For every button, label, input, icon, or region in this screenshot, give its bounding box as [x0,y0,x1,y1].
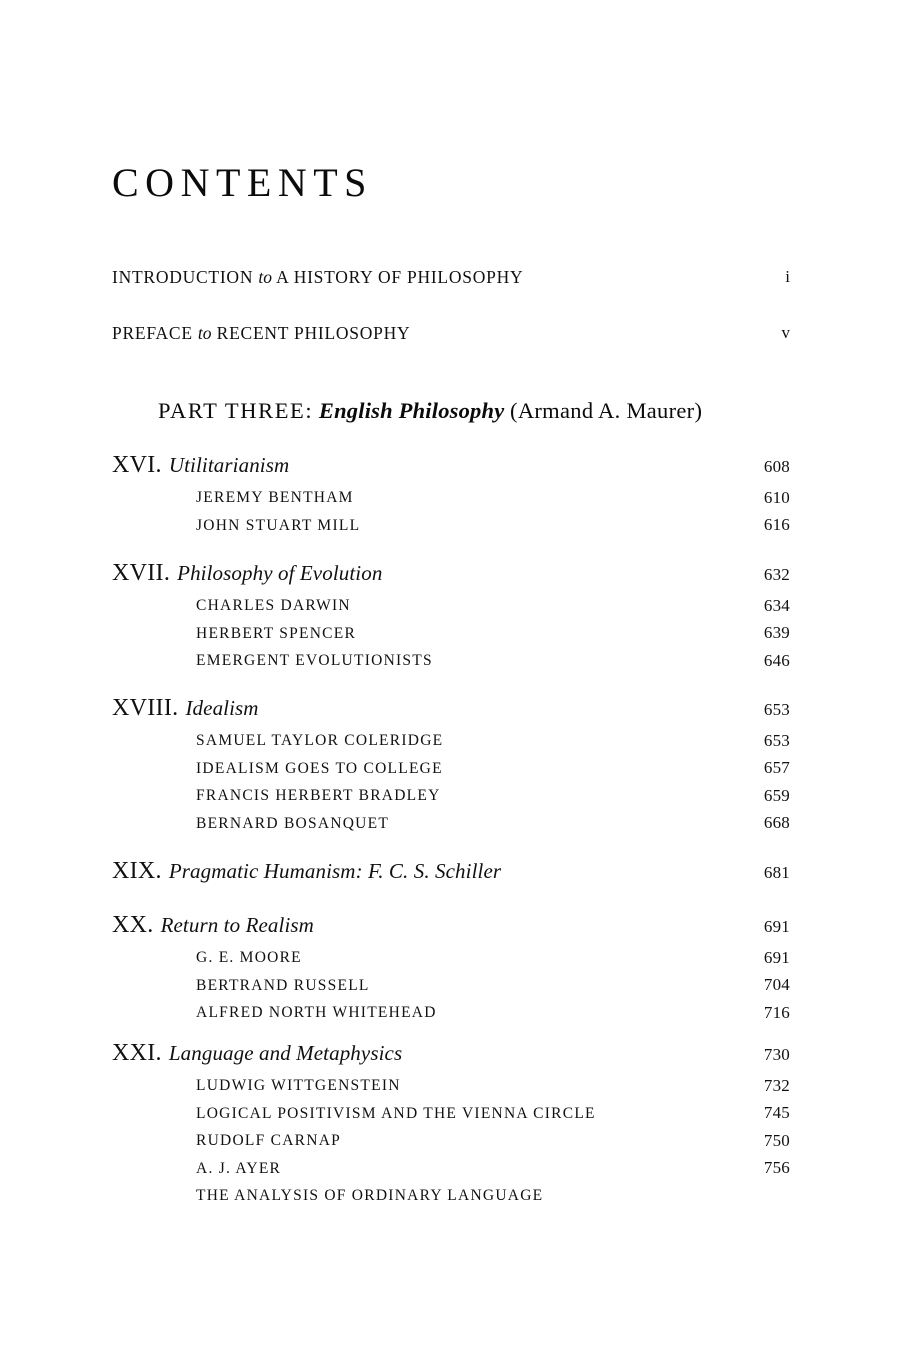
chapter-numeral: XIX. [112,858,162,884]
front-matter-label-pre: INTRODUCTION [112,267,254,287]
chapter-block [112,912,790,1027]
chapter-numeral: XVIII. [112,695,179,721]
section-row[interactable] [112,620,790,648]
section-row[interactable] [112,1072,790,1100]
section-title: BERTRAND RUSSELL [196,976,370,994]
front-matter-label-post: RECENT PHILOSOPHY [216,323,411,343]
chapter-numeral: XXI. [112,1040,162,1066]
chapter-row[interactable] [112,858,790,884]
chapter-page-number: 653 [763,700,790,719]
chapter-title: Utilitarianism [168,453,290,477]
section-title: BERNARD BOSANQUET [196,814,390,832]
section-row[interactable] [112,484,790,512]
front-matter-label-pre: PREFACE [112,323,193,343]
section-title: JOHN STUART MILL [196,516,361,534]
section-row[interactable] [112,647,790,675]
section-row[interactable] [112,944,790,972]
chapter-title: Language and Metaphysics [168,1041,403,1065]
chapter-block [112,1040,790,1210]
section-row[interactable] [112,782,790,810]
chapter-page-number: 730 [763,1045,790,1064]
section-title: HERBERT SPENCER [196,624,357,642]
section-page-number: 659 [763,785,790,805]
chapter-row[interactable] [112,560,790,586]
part-author: (Armand A. Maurer) [510,398,703,423]
chapter-title: Pragmatic Humanism: F. C. S. Schiller [168,859,502,883]
front-matter-page-number: i [785,267,790,286]
section-page-number: 691 [763,947,790,967]
section-page-number: 716 [763,1002,790,1022]
section-title: G. E. MOORE [196,949,302,966]
section-row[interactable] [112,1100,790,1128]
chapter-row[interactable] [112,1040,790,1066]
section-row[interactable] [112,810,790,838]
part-title: English Philosophy [318,398,505,423]
chapter-numeral: XVI. [112,452,162,478]
section-title: THE ANALYSIS OF ORDINARY LANGUAGE [196,1187,544,1204]
chapter-block [112,858,790,890]
section-title: RUDOLF CARNAP [196,1132,342,1149]
section-page-number: 639 [763,623,790,642]
section-page-number: 745 [763,1103,790,1122]
section-title: LOGICAL POSITIVISM AND THE VIENNA CIRCLE [196,1104,596,1122]
section-page-number: 704 [763,975,790,994]
section-page-number: 756 [763,1158,790,1177]
section-row[interactable] [112,727,790,755]
chapter-row[interactable] [112,912,790,938]
section-title: LUDWIG WITTGENSTEIN [196,1077,401,1094]
section-page-number: 634 [763,595,790,615]
chapter-block [112,695,790,837]
section-page-number: 653 [763,730,790,750]
section-row[interactable] [112,512,790,540]
chapter-numeral: XX. [112,912,154,938]
section-row[interactable] [112,755,790,783]
section-title: JEREMY BENTHAM [196,489,354,506]
front-matter-label-connector: to [197,323,212,343]
chapter-row[interactable] [112,452,790,478]
section-row[interactable] [112,972,790,1000]
front-matter-label-post: A HISTORY OF PHILOSOPHY [276,267,524,287]
chapter-page-number: 608 [763,457,790,476]
section-page-number: 610 [763,487,790,507]
part-heading [158,397,702,425]
section-row[interactable] [112,1182,790,1210]
part-label: PART THREE: [158,398,314,423]
section-row[interactable] [112,592,790,620]
chapter-numeral: XVII. [112,560,171,586]
section-page-number: 646 [763,650,790,670]
front-matter-row[interactable] [112,266,790,288]
front-matter-label-connector: to [258,267,272,287]
front-matter-row[interactable] [112,322,790,344]
section-row[interactable] [112,1127,790,1155]
chapter-title: Idealism [185,696,259,720]
section-title: A. J. AYER [196,1159,282,1177]
chapter-page-number: 691 [763,917,790,936]
page-title: CONTENTS [112,160,373,205]
section-title: IDEALISM GOES TO COLLEGE [196,759,443,777]
section-page-number: 657 [763,758,790,777]
chapter-title: Return to Realism [160,913,314,937]
chapter-page-number: 632 [763,565,790,584]
section-title: ALFRED NORTH WHITEHEAD [196,1004,437,1021]
chapter-page-number: 681 [763,863,790,882]
section-title: FRANCIS HERBERT BRADLEY [196,787,441,804]
section-row[interactable] [112,1155,790,1183]
front-matter-label [112,323,410,343]
section-page-number: 750 [763,1130,790,1150]
section-title: SAMUEL TAYLOR COLERIDGE [196,732,444,749]
chapter-title: Philosophy of Evolution [177,561,383,585]
section-row[interactable] [112,999,790,1027]
front-matter-page-number: v [781,323,790,342]
chapter-block [112,560,790,675]
section-title: CHARLES DARWIN [196,597,351,614]
chapter-row[interactable] [112,695,790,721]
chapter-block [112,452,790,539]
section-page-number: 616 [763,515,790,534]
section-page-number: 668 [763,813,790,832]
front-matter-label [112,267,523,287]
section-title: EMERGENT EVOLUTIONISTS [196,652,433,669]
section-page-number: 732 [763,1075,790,1095]
